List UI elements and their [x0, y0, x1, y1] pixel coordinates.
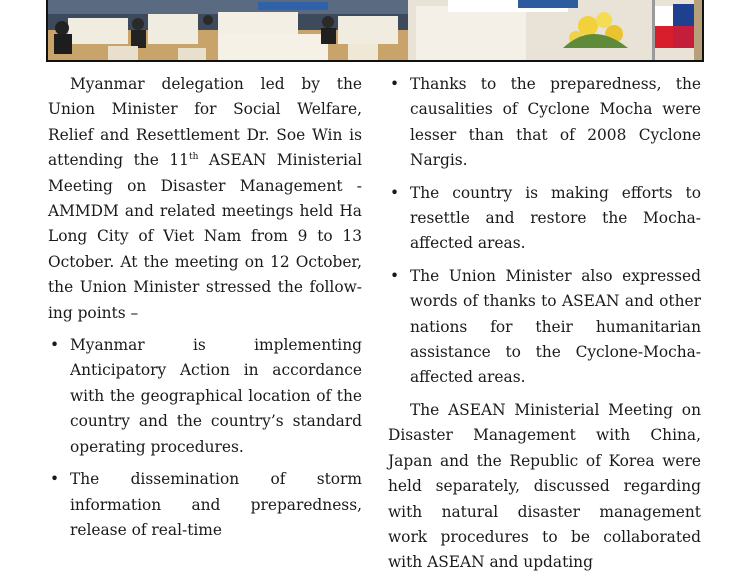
meeting-photo-illustration [48, 0, 704, 62]
intro-text-end: ASEAN Ministerial Meeting on Disaster Management - AMMDM and related meetings held Ha Long City of Viet Nam from 9 to 13 October. At the meeting on 12 October, the Union Minister stressed the following points – [48, 151, 362, 322]
bullet-text: The Union Minister also expressed words of thanks to ASEAN and other nations for their humanitarian assistance to the Cyclone-Mocha-affected areas. [410, 266, 701, 387]
bullet-icon: • [50, 336, 60, 355]
bullet-icon: • [390, 183, 400, 202]
bullet-item [48, 333, 362, 460]
bullet-icon: • [50, 470, 60, 489]
bullet-text: The dissemination of storm information and preparedness, release of real-time [70, 470, 362, 539]
closing-paragraph: The ASEAN Ministerial Meeting on Disaster Management with China, Japan and the Republic of Korea were held separately, discussed regarding with natural disaster management work procedures to be collaborated with ASEAN and updating [388, 400, 701, 572]
meeting-photo [46, 0, 704, 62]
left-bullet-list [48, 333, 362, 543]
bullet-item [48, 467, 362, 543]
ordinal-suffix: th [188, 152, 199, 163]
intro-text-start: Myanmar delegation led by the Union Minister for Social Welfare, Relief and Resettlement Dr. Soe Win is attending the 11 [48, 75, 362, 170]
bullet-item [388, 72, 701, 174]
bullet-item [388, 264, 701, 391]
bullet-item [388, 181, 701, 257]
bullet-text: Myanmar is implementing Anticipatory Action in accordance with the geographical location of the country and the country’s standard operating procedures. [70, 336, 362, 456]
right-column [388, 72, 701, 576]
right-bullet-list [388, 72, 701, 391]
intro-paragraph [48, 72, 362, 326]
bullet-text: The country is making efforts to resettle and restore the Mocha-affected areas. [410, 183, 701, 253]
bullet-icon: • [390, 75, 400, 93]
bullet-text: Thanks to the preparedness, the causalities of Cyclone Mocha were lesser than that of 2008 Cyclone Nargis. [410, 75, 701, 170]
left-column [48, 72, 362, 543]
bullet-icon: • [390, 266, 400, 285]
